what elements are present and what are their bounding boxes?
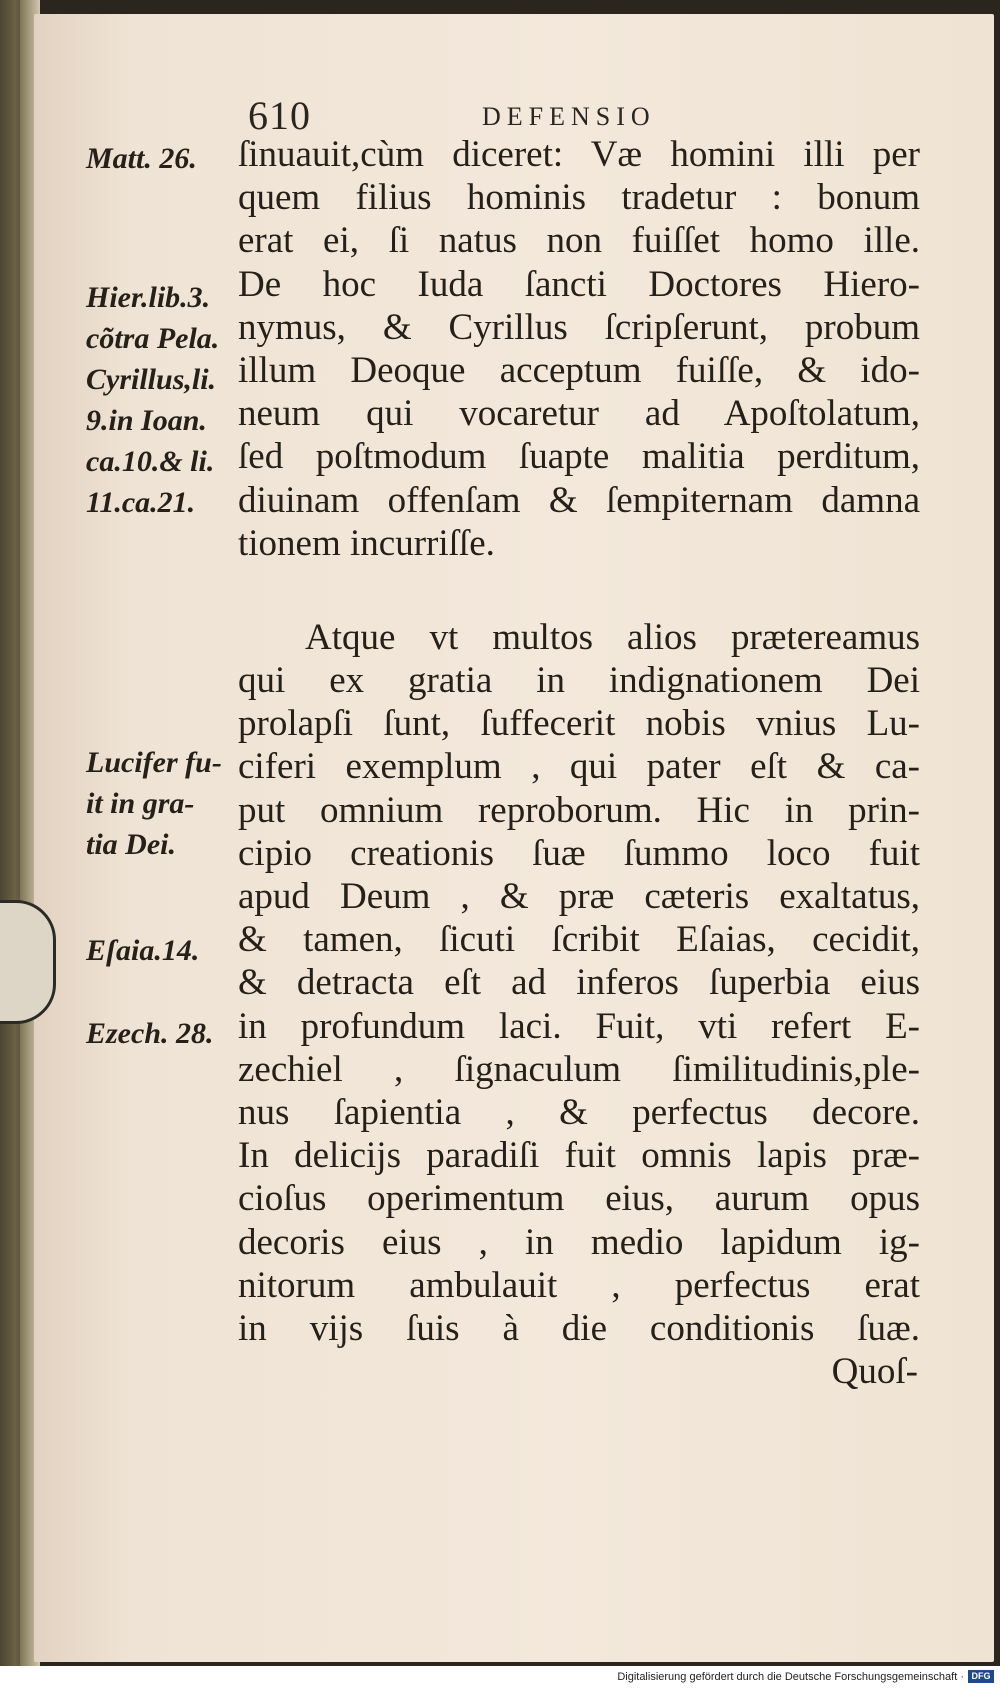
text-line: ſinuauit,cùm diceret: Væ homini illi per — [238, 134, 920, 175]
text-line: ſed poſtmodum ſuapte malitia perditum, — [238, 436, 920, 478]
catchword: Quoſ- — [831, 1351, 918, 1393]
margin-note-caput-21: 11.ca.21. — [86, 486, 196, 519]
text-line: qui ex gratia in indignationem Dei — [238, 660, 920, 702]
main-text-block — [238, 133, 920, 1393]
page-number: 610 — [248, 93, 311, 138]
margin-note-in-ioannem: 9.in Ioan. — [86, 404, 207, 437]
margin-note-contra-pelagium: cõtra Pela. — [86, 322, 220, 355]
text-line: quem filius hominis tradetur : bonum — [238, 177, 920, 219]
digitization-footer — [0, 1666, 1000, 1688]
margin-note-matthew: Matt. 26. — [86, 142, 197, 175]
binding-clasp — [0, 900, 56, 1024]
text-line: nymus, & Cyrillus ſcripſerunt, probum — [238, 306, 920, 348]
text-line: & tamen, ſicuti ſcribit Eſaias, cecidit, — [238, 919, 920, 961]
text-line: cioſus operimentum eius, aurum opus — [238, 1178, 920, 1220]
text-line: in profundum laci. Fuit, vti refert E- — [238, 1005, 920, 1047]
margin-note-caput: ca.10.& li. — [86, 445, 215, 478]
margin-note-lucifer: Lucifer fu- — [86, 746, 222, 779]
text-line: diuinam offenſam & ſempiternam damna — [238, 479, 920, 521]
text-line: Atque vt multos alios prætereamus — [305, 616, 920, 658]
text-line: prolapſi ſunt, ſuffecerit nobis vnius Lu- — [238, 703, 920, 745]
margin-note-ezechiel: Ezech. 28. — [86, 1017, 214, 1050]
text-line: put omnium reproborum. Hic in prin- — [238, 789, 920, 831]
text-line: erat ei, ſi natus non fuiſſet homo ille. — [238, 220, 920, 262]
text-line: in vijs ſuis à die conditionis ſuæ. — [238, 1307, 920, 1349]
margin-note-in-gratia: it in gra- — [86, 787, 195, 820]
text-line: cipio creationis ſuæ ſummo loco fuit — [238, 832, 920, 874]
text-line: tionem incurriſſe. — [238, 522, 495, 564]
text-line: illum Deoque acceptum fuiſſe, & ido- — [238, 349, 920, 391]
margin-note-esaia: Eſaia.14. — [86, 934, 200, 967]
paragraph-gap — [238, 565, 920, 616]
text-line: ciferi exemplum , qui pater eſt & ca- — [238, 746, 920, 788]
text-line: apud Deum , & præ cæteris exaltatus, — [238, 876, 920, 917]
text-line: nitorum ambulauit , perfectus erat — [238, 1264, 920, 1306]
text-line: De hoc Iuda ſancti Doctores Hiero- — [238, 263, 920, 305]
text-line: zechiel , ſignaculum ſimilitudinis,ple- — [238, 1048, 920, 1090]
text-line: decoris eius , in medio lapidum ig- — [238, 1221, 920, 1263]
margin-note-cyrillus: Cyrillus,li. — [86, 363, 217, 396]
dfg-logo: DFG — [968, 1670, 994, 1683]
text-line: nus ſapientia , & perfectus decore. — [238, 1091, 920, 1133]
text-line: In delicijs paradiſi fuit omnis lapis præ- — [238, 1135, 920, 1177]
running-head: DEFENSIO — [482, 102, 656, 131]
margin-note-hieronymus: Hier.lib.3. — [86, 281, 211, 314]
text-line: & detracta eſt ad inferos ſuperbia eius — [238, 962, 920, 1004]
text-line: neum qui vocaretur ad Apoſtolatum, — [238, 393, 920, 435]
margin-note-dei: tia Dei. — [86, 828, 176, 861]
funding-credit: Digitalisierung gefördert durch die Deutsche Forschungsgemeinschaft · — [617, 1671, 964, 1683]
